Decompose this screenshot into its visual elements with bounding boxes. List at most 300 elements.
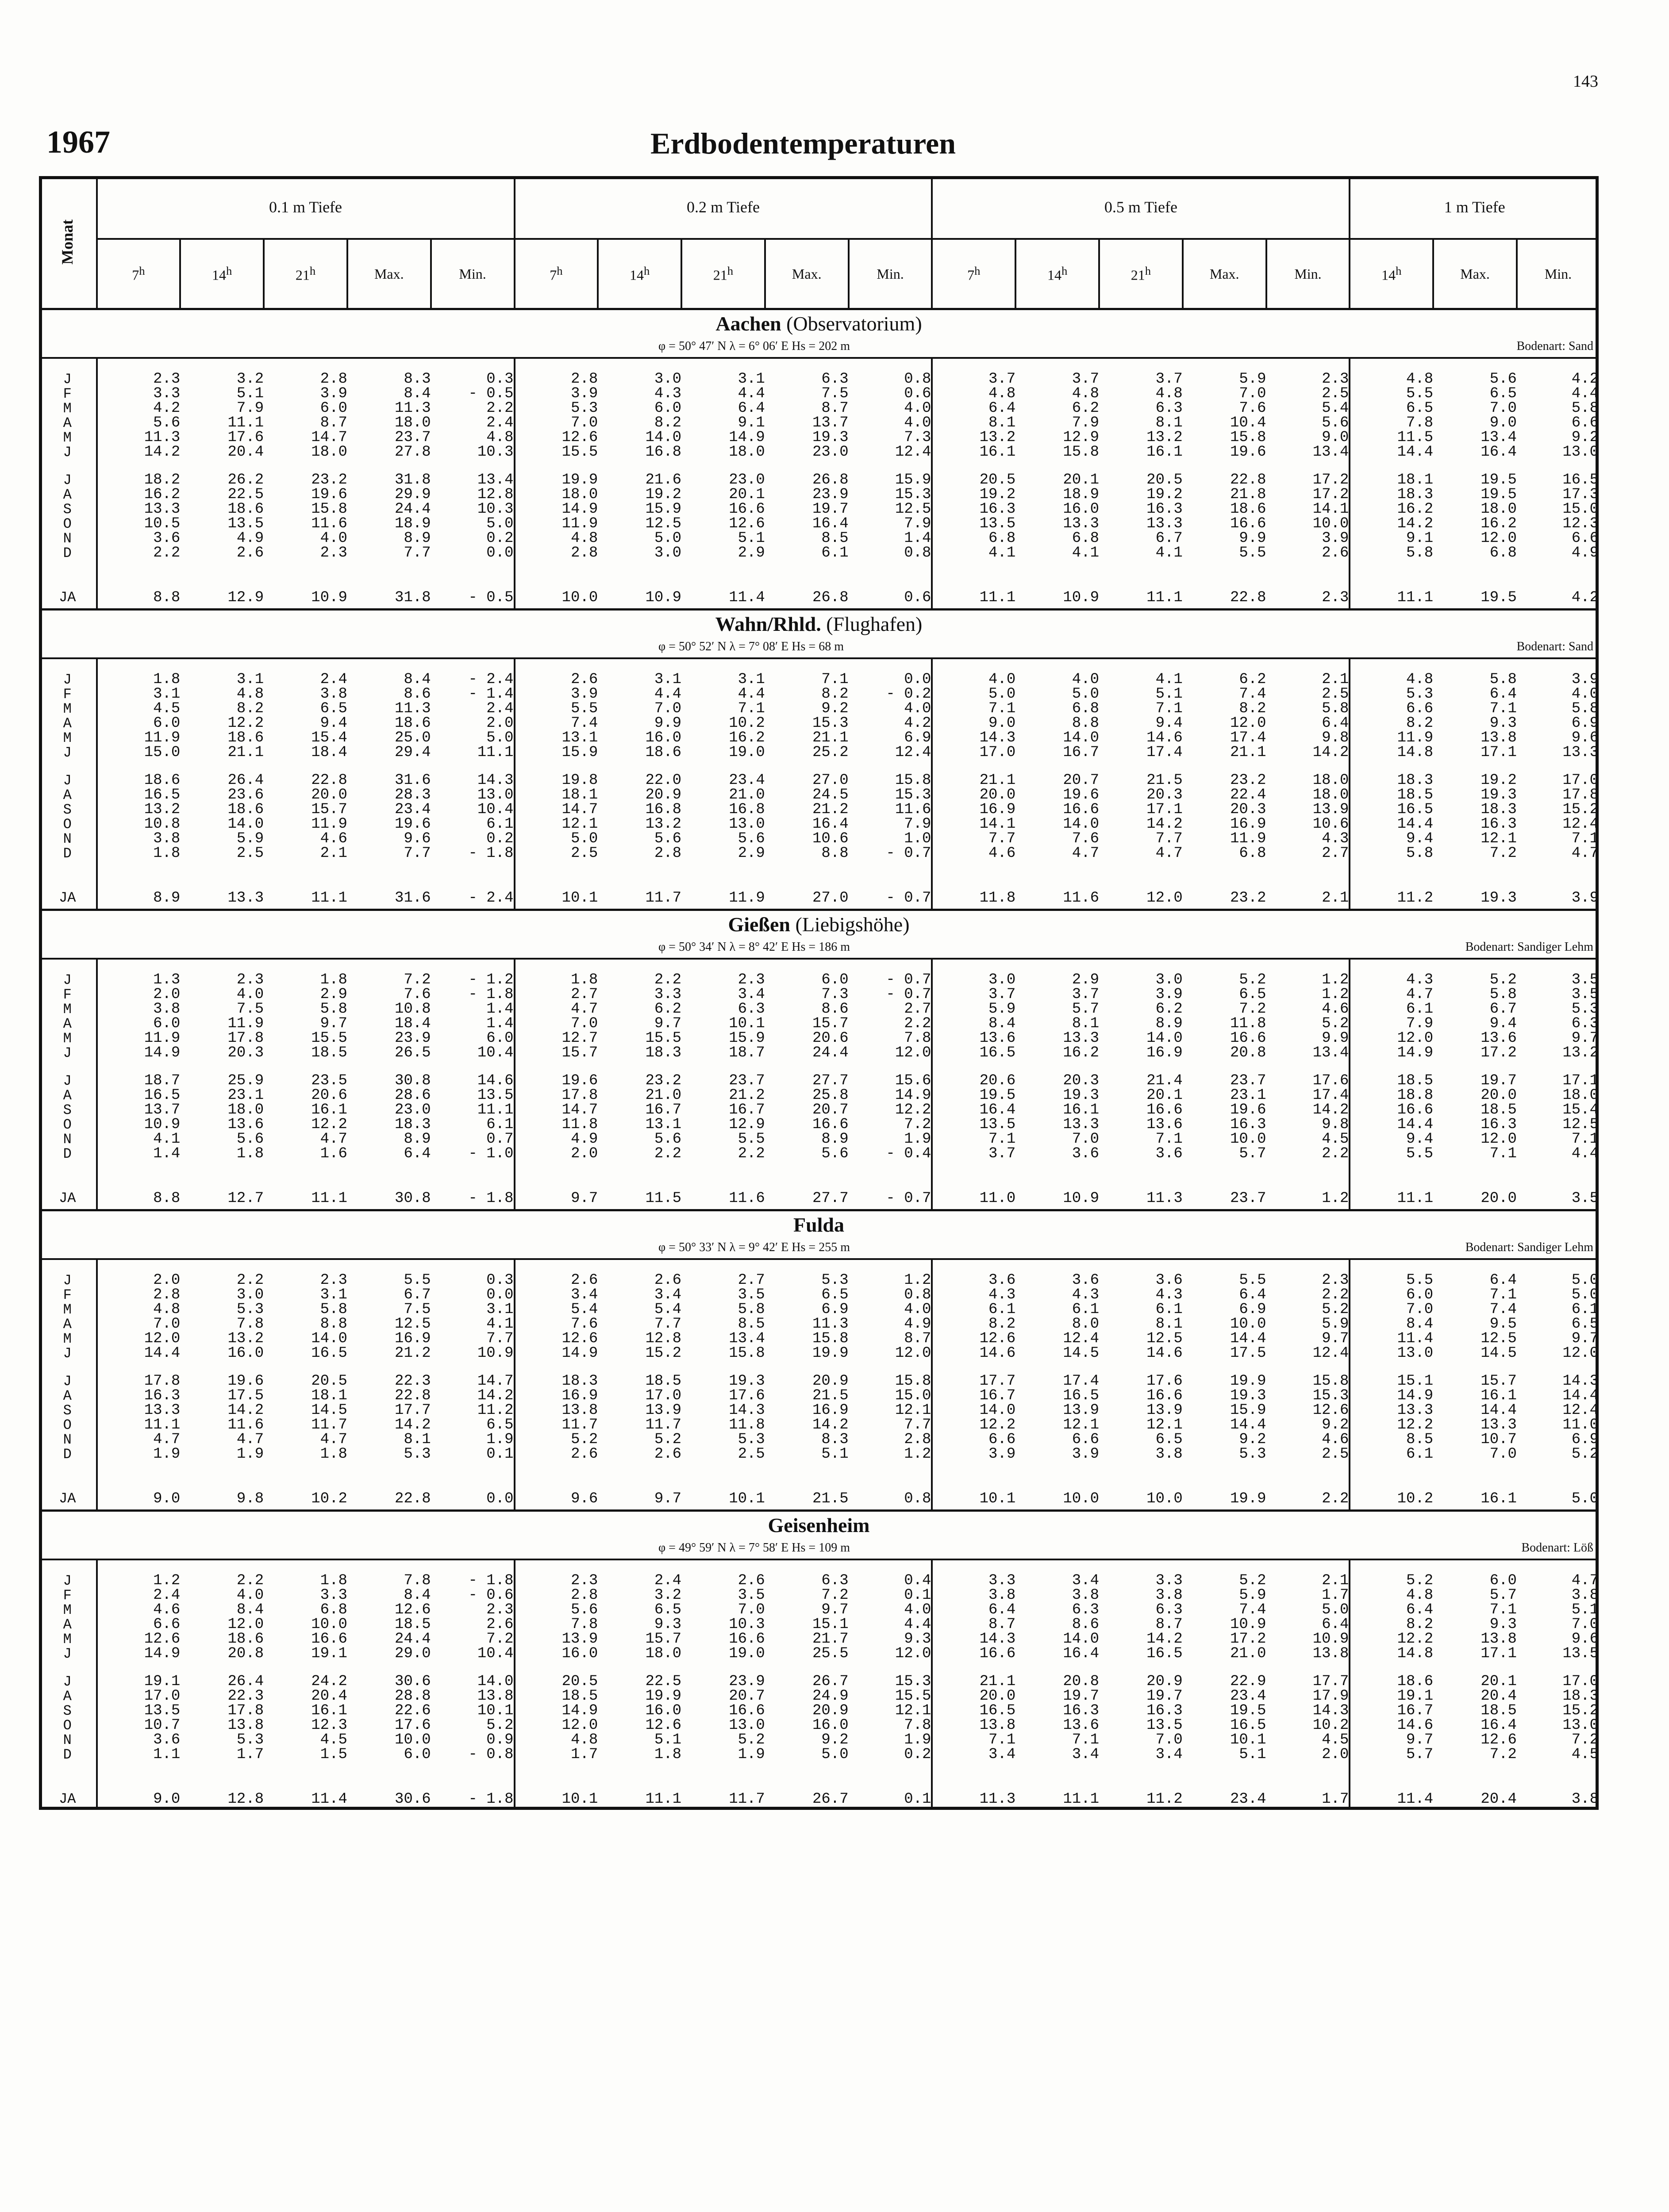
value-cell: 25.0 xyxy=(395,730,431,746)
value-cell: 10.9 xyxy=(1063,1190,1100,1207)
value-cell: 17.8 xyxy=(1562,787,1599,803)
month-cell: N xyxy=(63,1131,72,1148)
value-cell: 4.5 xyxy=(1571,1746,1599,1763)
month-cell: N xyxy=(63,1432,72,1448)
value-cell: 2.1 xyxy=(1322,1572,1349,1589)
value-cell: 18.0 xyxy=(515,488,598,502)
value-cell: 12.1 xyxy=(1481,830,1517,847)
value-cell: 3.0 xyxy=(236,1286,264,1303)
value-cell: 12.4 xyxy=(1312,1345,1349,1362)
value-cell: 7.1 xyxy=(821,671,849,688)
value-cell: 2.5 xyxy=(515,846,598,861)
value-cell: 7.8 xyxy=(904,1717,931,1734)
value-cell: 19.6 xyxy=(311,486,347,503)
value-cell: 13.8 xyxy=(1481,1631,1517,1647)
value-cell: 14.0 xyxy=(227,816,264,833)
value-cell: 12.4 xyxy=(1562,1402,1599,1419)
month-cell: A xyxy=(63,715,72,732)
value-cell: 9.2 xyxy=(1322,1417,1349,1433)
value-cell: 7.9 xyxy=(904,515,931,532)
value-cell: 11.6 xyxy=(895,801,931,818)
value-cell: 26.4 xyxy=(227,772,264,789)
value-cell: 16.5 xyxy=(1146,1645,1183,1662)
value-cell: 12.2 xyxy=(895,1102,931,1118)
value-cell: 14.7 xyxy=(311,429,347,446)
value-cell: 4.0 xyxy=(904,700,931,717)
value-cell: 8.3 xyxy=(821,1431,849,1448)
value-cell: 20.9 xyxy=(812,1373,849,1390)
value-cell: 7.1 xyxy=(1489,1601,1517,1618)
value-cell: 20.9 xyxy=(1146,1673,1183,1690)
value-cell: 5.3 xyxy=(236,1732,264,1748)
value-cell: 19.3 xyxy=(729,1373,765,1390)
value-cell: 4.5 xyxy=(320,1732,347,1748)
month-cell: O xyxy=(63,816,72,833)
value-cell: 7.7 xyxy=(654,1316,682,1333)
value-cell: 8.8 xyxy=(1072,715,1100,732)
value-cell: 15.7 xyxy=(515,1046,598,1060)
value-cell: 21.7 xyxy=(812,1631,849,1647)
value-cell: 14.2 xyxy=(395,1417,431,1433)
value-cell: 4.7 xyxy=(1571,1572,1599,1589)
value-cell: 7.8 xyxy=(236,1316,264,1333)
value-cell: 0.7 xyxy=(486,1131,514,1148)
value-cell: 6.9 xyxy=(1571,715,1599,732)
value-cell: 13.5 xyxy=(1562,1645,1599,1662)
value-cell: 21.2 xyxy=(812,801,849,818)
value-cell: 20.1 xyxy=(729,486,765,503)
value-cell: 2.2 xyxy=(486,400,514,417)
value-cell: 16.8 xyxy=(729,801,765,818)
value-cell: 6.1 xyxy=(1072,1301,1100,1318)
month-cell: M xyxy=(63,701,72,717)
value-cell: 18.3 xyxy=(1350,488,1433,502)
value-cell: - 0.7 xyxy=(886,890,931,906)
value-cell: 6.5 xyxy=(821,1286,849,1303)
value-cell: 18.1 xyxy=(515,788,598,803)
value-cell: 20.6 xyxy=(812,1030,849,1047)
value-cell: 0.4 xyxy=(904,1572,931,1589)
value-cell: 5.0 xyxy=(486,515,514,532)
value-cell: 15.2 xyxy=(645,1345,682,1362)
value-cell: 5.6 xyxy=(821,1145,849,1162)
value-cell: 16.6 xyxy=(729,501,765,518)
value-cell: 5.2 xyxy=(1239,972,1266,988)
value-cell: 18.0 xyxy=(311,444,347,461)
value-cell: 21.4 xyxy=(1146,1072,1183,1089)
value-cell: 5.9 xyxy=(236,830,264,847)
value-cell: 10.0 xyxy=(1230,1316,1266,1333)
value-cell: 0.3 xyxy=(486,371,514,388)
value-cell: 20.5 xyxy=(311,1373,347,1390)
value-cell: 11.1 xyxy=(97,1418,181,1432)
value-cell: 0.8 xyxy=(904,1490,931,1507)
value-cell: 4.1 xyxy=(1072,545,1100,561)
value-cell: 0.9 xyxy=(486,1732,514,1748)
value-cell: 0.6 xyxy=(904,385,931,402)
value-cell: 27.0 xyxy=(812,890,849,906)
value-cell: 15.0 xyxy=(97,745,181,760)
value-cell: 9.2 xyxy=(821,700,849,717)
month-cell: F xyxy=(63,386,72,402)
month-cell: S xyxy=(63,802,72,818)
value-cell: 13.6 xyxy=(1063,1717,1100,1734)
month-cell: F xyxy=(63,1587,72,1604)
value-cell: 5.5 xyxy=(1350,1147,1433,1161)
month-cell: A xyxy=(63,787,72,803)
value-cell: 4.9 xyxy=(1571,545,1599,561)
value-cell: 10.1 xyxy=(515,1789,598,1810)
value-cell: 5.0 xyxy=(1571,1286,1599,1303)
station-name: Gießen xyxy=(728,913,791,936)
value-cell: 7.3 xyxy=(821,986,849,1003)
value-cell: 8.1 xyxy=(1155,415,1183,431)
value-cell: 7.0 xyxy=(1489,1446,1517,1463)
value-cell: 16.4 xyxy=(1481,1717,1517,1734)
value-cell: 19.7 xyxy=(812,501,849,518)
value-cell: 5.4 xyxy=(654,1301,682,1318)
value-cell: 12.9 xyxy=(227,589,264,606)
value-cell: 13.5 xyxy=(932,1118,1015,1132)
value-cell: 9.7 xyxy=(1571,1330,1599,1347)
value-cell: 16.9 xyxy=(812,1402,849,1419)
value-cell: 13.0 xyxy=(729,1717,765,1734)
value-cell: 7.8 xyxy=(515,1617,598,1632)
value-cell: 14.4 xyxy=(1350,1118,1433,1132)
value-cell: 18.5 xyxy=(1350,1074,1433,1088)
value-cell: 10.0 xyxy=(311,1616,347,1633)
value-cell: 15.8 xyxy=(1230,429,1266,446)
value-cell: 8.5 xyxy=(1350,1432,1433,1447)
value-cell: 12.1 xyxy=(1146,1417,1183,1433)
value-cell: 3.3 xyxy=(320,1587,347,1604)
value-cell: 12.8 xyxy=(227,1791,264,1808)
value-cell: 3.1 xyxy=(486,1301,514,1318)
value-cell: 18.0 xyxy=(1562,1087,1599,1104)
value-cell: 12.0 xyxy=(1146,890,1183,906)
value-cell: 16.3 xyxy=(1230,1116,1266,1133)
value-cell: 3.9 xyxy=(1072,1446,1100,1463)
month-cell: J xyxy=(63,1674,72,1690)
value-cell: 4.0 xyxy=(904,1601,931,1618)
value-cell: 6.0 xyxy=(486,1030,514,1047)
value-cell: 2.6 xyxy=(515,672,598,687)
value-cell: 3.9 xyxy=(320,385,347,402)
value-cell: 17.2 xyxy=(1481,1045,1517,1061)
value-cell: 1.4 xyxy=(486,1001,514,1018)
value-cell: 20.3 xyxy=(1230,801,1266,818)
value-cell: 12.5 xyxy=(1562,1116,1599,1133)
value-cell: 21.1 xyxy=(932,1674,1015,1689)
value-cell: 7.7 xyxy=(932,832,1015,846)
value-cell: 8.1 xyxy=(1155,1316,1183,1333)
value-cell: 5.1 xyxy=(1571,1601,1599,1618)
value-cell: 22.8 xyxy=(1230,589,1266,606)
value-cell: 7.0 xyxy=(97,1317,181,1332)
value-cell: 22.0 xyxy=(645,772,682,789)
station-coordinates: φ = 50° 52′ N λ = 7° 08′ E Hs = 68 m xyxy=(658,640,844,653)
value-cell: 8.6 xyxy=(821,1001,849,1018)
column-header: 14$^h$ xyxy=(1015,239,1099,309)
value-cell: 6.4 xyxy=(1489,686,1517,703)
value-cell: 5.5 xyxy=(515,702,598,716)
value-cell: 4.7 xyxy=(515,1002,598,1017)
value-cell: 5.3 xyxy=(236,1301,264,1318)
soil-type: Bodenart: Löß xyxy=(1521,1541,1593,1555)
value-cell: 9.0 xyxy=(1322,429,1349,446)
value-cell: 6.3 xyxy=(1155,400,1183,417)
value-cell: 13.0 xyxy=(1562,1717,1599,1734)
value-cell: 13.6 xyxy=(1481,1030,1517,1047)
value-cell: 17.8 xyxy=(97,1374,181,1389)
value-cell: 23.9 xyxy=(812,486,849,503)
value-cell: 16.6 xyxy=(1063,801,1100,818)
month-cell: O xyxy=(63,1717,72,1734)
value-cell: 15.2 xyxy=(1562,1702,1599,1719)
value-cell: 3.5 xyxy=(1571,1190,1599,1207)
value-cell: 14.1 xyxy=(1312,501,1349,518)
value-cell: 21.5 xyxy=(812,1387,849,1404)
value-cell: 13.1 xyxy=(645,1116,682,1133)
value-cell: 2.8 xyxy=(515,1588,598,1603)
value-cell: 10.0 xyxy=(1146,1490,1183,1507)
value-cell: 11.1 xyxy=(1350,587,1433,610)
value-cell: 7.2 xyxy=(486,1631,514,1647)
value-cell: 19.6 xyxy=(1230,1102,1266,1118)
value-cell: 7.0 xyxy=(1072,1131,1100,1148)
value-cell: 13.3 xyxy=(1481,1417,1517,1433)
value-cell: 11.8 xyxy=(1230,1015,1266,1032)
value-cell: 10.2 xyxy=(1312,1717,1349,1734)
value-cell: 18.0 xyxy=(1312,787,1349,803)
month-cell: O xyxy=(63,516,72,532)
value-cell: 26.2 xyxy=(227,472,264,488)
value-cell: 4.7 xyxy=(1155,845,1183,862)
value-cell: 20.3 xyxy=(1063,1072,1100,1089)
value-cell: 5.5 xyxy=(1350,1273,1433,1288)
value-cell: 18.5 xyxy=(1481,1102,1517,1118)
value-cell: 11.9 xyxy=(515,517,598,531)
value-cell: 5.4 xyxy=(1322,400,1349,417)
value-cell: 11.1 xyxy=(932,587,1015,610)
value-cell: 5.2 xyxy=(1322,1301,1349,1318)
value-cell: 16.3 xyxy=(932,502,1015,517)
month-cell: J xyxy=(63,772,72,789)
value-cell: 14.5 xyxy=(1063,1345,1100,1362)
value-cell: 1.2 xyxy=(1322,986,1349,1003)
value-cell: 1.8 xyxy=(654,1746,682,1763)
value-cell: 5.1 xyxy=(738,530,765,547)
value-cell: 14.9 xyxy=(729,429,765,446)
value-cell: 5.0 xyxy=(1072,686,1100,703)
value-cell: 16.3 xyxy=(1146,501,1183,518)
station-coordinates: φ = 49° 59′ N λ = 7° 58′ E Hs = 109 m xyxy=(658,1541,850,1555)
value-cell: 12.2 xyxy=(311,1116,347,1133)
value-cell: 16.6 xyxy=(1230,515,1266,532)
value-cell: 3.6 xyxy=(1155,1272,1183,1289)
value-cell: 2.2 xyxy=(236,1572,264,1589)
value-cell: 9.7 xyxy=(515,1188,598,1210)
value-cell: 3.9 xyxy=(932,1447,1015,1462)
value-cell: 3.2 xyxy=(236,371,264,388)
value-cell: 17.0 xyxy=(97,1689,181,1704)
value-cell: 15.8 xyxy=(1063,444,1100,461)
value-cell: 0.0 xyxy=(486,1490,514,1507)
value-cell: 17.8 xyxy=(227,1702,264,1719)
value-cell: 7.4 xyxy=(1239,686,1266,703)
value-cell: 5.8 xyxy=(1571,700,1599,717)
value-cell: 19.0 xyxy=(729,1645,765,1662)
value-cell: 2.3 xyxy=(320,545,347,561)
value-cell: 17.7 xyxy=(1312,1673,1349,1690)
value-cell: 4.3 xyxy=(1322,830,1349,847)
value-cell: 8.4 xyxy=(932,1017,1015,1031)
value-cell: 13.6 xyxy=(1146,1116,1183,1133)
value-cell: 4.8 xyxy=(97,1302,181,1317)
value-cell: 19.5 xyxy=(932,1088,1015,1103)
value-cell: 3.8 xyxy=(1072,1587,1100,1604)
value-cell: 10.9 xyxy=(97,1118,181,1132)
value-cell: 3.0 xyxy=(932,973,1015,987)
month-cell: S xyxy=(63,1402,72,1419)
value-cell: 4.8 xyxy=(1155,385,1183,402)
year-heading: 1967 xyxy=(46,124,110,160)
value-cell: 20.0 xyxy=(932,788,1015,803)
value-cell: 22.8 xyxy=(1230,472,1266,488)
value-cell: 14.7 xyxy=(477,1373,514,1390)
value-cell: - 1.2 xyxy=(468,972,514,988)
value-cell: 8.7 xyxy=(821,400,849,417)
value-cell: 12.0 xyxy=(895,1045,931,1061)
value-cell: 11.6 xyxy=(227,1417,264,1433)
value-cell: 8.2 xyxy=(932,1317,1015,1332)
value-cell: 2.4 xyxy=(654,1572,682,1589)
page-title: Erdbodentemperaturen xyxy=(650,127,956,160)
value-cell: 11.6 xyxy=(311,515,347,532)
value-cell: 9.0 xyxy=(97,1488,181,1511)
value-cell: 18.6 xyxy=(227,501,264,518)
value-cell: 11.8 xyxy=(515,1118,598,1132)
value-cell: 15.1 xyxy=(1350,1374,1433,1389)
value-cell: 10.3 xyxy=(477,444,514,461)
value-cell: 6.4 xyxy=(738,400,765,417)
value-cell: 20.1 xyxy=(1146,1087,1183,1104)
value-cell: 19.3 xyxy=(1063,1087,1100,1104)
value-cell: 8.2 xyxy=(821,686,849,703)
value-cell: 4.4 xyxy=(738,385,765,402)
value-cell: 7.1 xyxy=(738,700,765,717)
value-cell: 2.1 xyxy=(1322,890,1349,906)
value-cell: 5.6 xyxy=(236,1131,264,1148)
value-cell: 18.3 xyxy=(645,1045,682,1061)
value-cell: 22.8 xyxy=(395,1387,431,1404)
value-cell: 18.0 xyxy=(645,1645,682,1662)
value-cell: 2.5 xyxy=(738,1446,765,1463)
value-cell: 1.2 xyxy=(1322,1190,1349,1207)
value-cell: 4.1 xyxy=(97,1132,181,1147)
value-cell: 11.3 xyxy=(395,400,431,417)
value-cell: 4.3 xyxy=(1155,1286,1183,1303)
value-cell: 17.8 xyxy=(515,1088,598,1103)
value-cell: 3.7 xyxy=(932,987,1015,1002)
value-cell: 12.6 xyxy=(395,1601,431,1618)
value-cell: 4.3 xyxy=(1350,973,1433,987)
value-cell: 18.9 xyxy=(395,515,431,532)
value-cell: 8.2 xyxy=(1350,716,1433,731)
value-cell: 12.5 xyxy=(895,501,931,518)
value-cell: 23.2 xyxy=(1230,890,1266,906)
value-cell: 5.8 xyxy=(1489,986,1517,1003)
value-cell: 9.4 xyxy=(1350,832,1433,846)
value-cell: 19.9 xyxy=(812,1345,849,1362)
value-cell: 16.1 xyxy=(311,1702,347,1719)
value-cell: 11.4 xyxy=(1350,1789,1433,1810)
month-cell: J xyxy=(63,444,72,461)
value-cell: 6.5 xyxy=(1155,1431,1183,1448)
value-cell: 2.3 xyxy=(1322,1272,1349,1289)
value-cell: 2.1 xyxy=(320,845,347,862)
value-cell: 14.9 xyxy=(1350,1389,1433,1403)
value-cell: 14.0 xyxy=(477,1673,514,1690)
value-cell: 9.9 xyxy=(654,715,682,732)
value-cell: 4.4 xyxy=(1571,385,1599,402)
value-cell: 10.9 xyxy=(1063,589,1100,606)
value-cell: 20.5 xyxy=(932,473,1015,488)
value-cell: 14.9 xyxy=(97,1647,181,1661)
value-cell: 22.4 xyxy=(1230,787,1266,803)
value-cell: 12.6 xyxy=(97,1632,181,1647)
value-cell: 23.7 xyxy=(729,1072,765,1089)
value-cell: 11.9 xyxy=(227,1015,264,1032)
value-cell: 9.9 xyxy=(1239,530,1266,547)
value-cell: 2.0 xyxy=(486,715,514,732)
value-cell: 15.7 xyxy=(645,1631,682,1647)
value-cell: 4.3 xyxy=(654,385,682,402)
value-cell: 18.3 xyxy=(1562,1688,1599,1705)
value-cell: 17.6 xyxy=(395,1717,431,1734)
value-cell: 5.7 xyxy=(1489,1587,1517,1604)
value-cell: 18.6 xyxy=(1230,501,1266,518)
value-cell: 12.0 xyxy=(895,1645,931,1662)
value-cell: 12.6 xyxy=(515,430,598,445)
value-cell: 9.6 xyxy=(1571,1631,1599,1647)
value-cell: 5.6 xyxy=(654,1131,682,1148)
value-cell: 13.0 xyxy=(1562,444,1599,461)
value-cell: 6.8 xyxy=(1072,530,1100,547)
value-cell: 8.8 xyxy=(320,1316,347,1333)
value-cell: 19.6 xyxy=(1063,787,1100,803)
value-cell: 26.8 xyxy=(812,472,849,488)
value-cell: 5.5 xyxy=(404,1272,431,1289)
value-cell: 7.2 xyxy=(904,1116,931,1133)
value-cell: 12.6 xyxy=(645,1717,682,1734)
value-cell: 9.7 xyxy=(821,1601,849,1618)
value-cell: 16.0 xyxy=(1063,501,1100,518)
month-cell: N xyxy=(63,831,72,847)
value-cell: 2.8 xyxy=(515,546,598,561)
value-cell: 19.1 xyxy=(311,1645,347,1662)
column-header: 7$^h$ xyxy=(97,239,181,309)
value-cell: 20.4 xyxy=(227,444,264,461)
value-cell: 1.8 xyxy=(320,972,347,988)
value-cell: 16.4 xyxy=(1063,1645,1100,1662)
value-cell: 25.2 xyxy=(812,744,849,761)
value-cell: 1.7 xyxy=(1322,1791,1349,1808)
value-cell: 14.2 xyxy=(1312,744,1349,761)
value-cell: - 1.0 xyxy=(468,1145,514,1162)
value-cell: 4.8 xyxy=(515,1733,598,1747)
value-cell: 6.0 xyxy=(1350,1288,1433,1302)
